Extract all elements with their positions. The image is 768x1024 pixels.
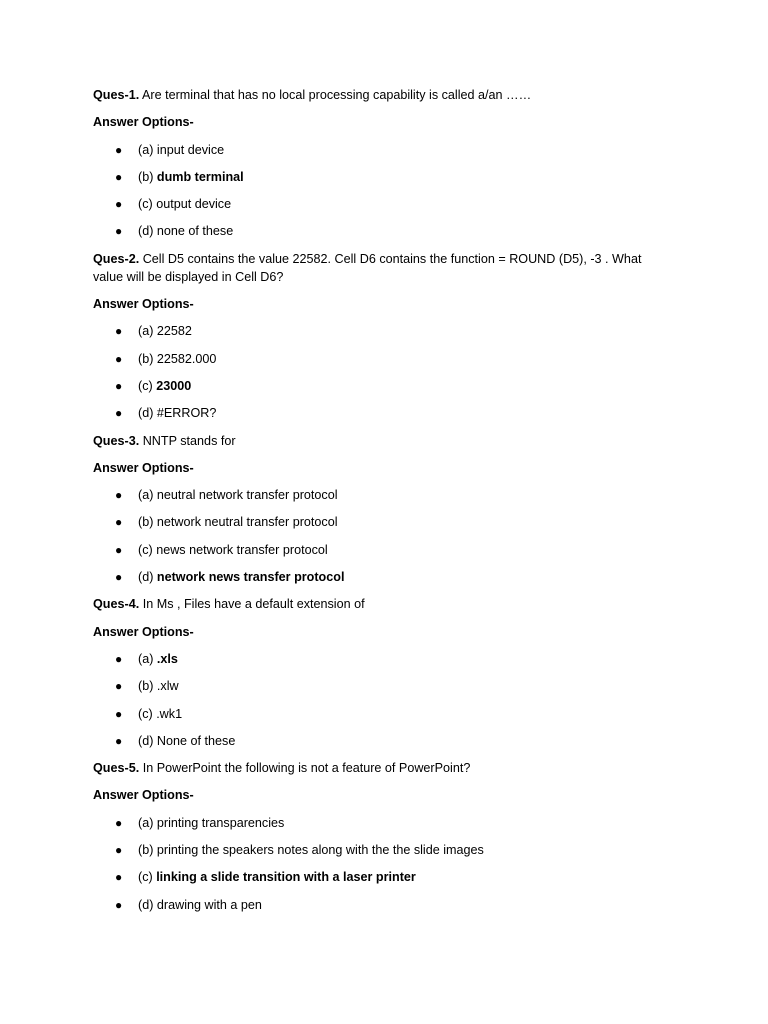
option-text: none of these xyxy=(156,224,234,239)
option-prefix: (d) xyxy=(138,570,154,585)
answer-options-heading: Answer Options- xyxy=(93,624,194,639)
question-label: Ques-4. xyxy=(93,597,140,612)
option-prefix: (a) xyxy=(138,815,154,830)
answer-option xyxy=(93,841,673,859)
question-label: Ques-2. xyxy=(93,251,140,266)
answer-options-list xyxy=(93,814,673,914)
question-label: Ques-3. xyxy=(93,433,140,448)
option-text: input device xyxy=(156,142,225,157)
question-body: In Ms , Files have a default extension of xyxy=(142,597,365,612)
answer-option xyxy=(93,568,673,586)
option-prefix: (b) xyxy=(138,351,154,366)
question-text xyxy=(93,759,673,777)
bullet-icon: ● xyxy=(115,733,123,748)
option-text: None of these xyxy=(156,733,236,748)
correct-option-text: 23000 xyxy=(156,378,192,393)
answer-option xyxy=(93,868,673,886)
option-text: .wk1 xyxy=(156,706,183,721)
answer-option xyxy=(93,222,673,240)
option-prefix: (b) xyxy=(138,515,154,530)
bullet-icon: ● xyxy=(115,897,123,912)
correct-option-text: .xls xyxy=(156,651,178,666)
answer-option xyxy=(93,195,673,213)
answer-options-heading: Answer Options- xyxy=(93,115,194,130)
option-prefix: (b) xyxy=(138,169,154,184)
answer-option xyxy=(93,141,673,159)
bullet-icon: ● xyxy=(115,406,123,421)
bullet-icon: ● xyxy=(115,324,123,339)
question-block xyxy=(93,759,673,913)
bullet-icon: ● xyxy=(115,542,123,557)
option-text: #ERROR? xyxy=(156,406,217,421)
answer-options-list xyxy=(93,141,673,241)
answer-option xyxy=(93,677,673,695)
answer-option xyxy=(93,404,673,422)
answer-options-heading: Answer Options- xyxy=(93,460,194,475)
bullet-icon: ● xyxy=(115,843,123,858)
correct-option-text: linking a slide transition with a laser printer xyxy=(156,870,416,885)
question-block xyxy=(93,432,673,586)
question-body: Are terminal that has no local processing capability is called a/an …… xyxy=(142,88,532,102)
bullet-icon: ● xyxy=(115,679,123,694)
bullet-icon: ● xyxy=(115,570,123,585)
option-text: neutral network transfer protocol xyxy=(156,488,338,503)
option-text: printing the speakers notes along with the the slide images xyxy=(156,843,484,858)
answer-option xyxy=(93,322,673,340)
option-text: 22582 xyxy=(156,324,192,339)
option-prefix: (a) xyxy=(138,488,154,503)
answer-options-list xyxy=(93,650,673,750)
option-prefix: (b) xyxy=(138,679,154,694)
question-block xyxy=(93,595,673,749)
option-prefix: (c) xyxy=(138,197,153,212)
option-prefix: (c) xyxy=(138,378,153,393)
answer-option xyxy=(93,350,673,368)
option-text: output device xyxy=(156,197,232,212)
question-text xyxy=(93,86,673,104)
answer-option xyxy=(93,377,673,395)
option-text: .xlw xyxy=(156,679,179,694)
answer-option xyxy=(93,541,673,559)
option-text: news network transfer protocol xyxy=(156,542,328,557)
bullet-icon: ● xyxy=(115,378,123,393)
question-block xyxy=(93,86,673,240)
option-prefix: (d) xyxy=(138,224,154,239)
bullet-icon: ● xyxy=(115,197,123,212)
option-prefix: (c) xyxy=(138,542,153,557)
bullet-icon: ● xyxy=(115,169,123,184)
option-prefix: (c) xyxy=(138,706,153,721)
option-prefix: (d) xyxy=(138,733,154,748)
answer-option xyxy=(93,650,673,668)
answer-options-list xyxy=(93,322,673,422)
bullet-icon: ● xyxy=(115,870,123,885)
question-block xyxy=(93,250,673,422)
question-body: In PowerPoint the following is not a feature of PowerPoint? xyxy=(142,761,471,776)
bullet-icon: ● xyxy=(115,142,123,157)
bullet-icon: ● xyxy=(115,351,123,366)
answer-options-heading: Answer Options- xyxy=(93,297,194,312)
option-prefix: (b) xyxy=(138,843,154,858)
option-prefix: (d) xyxy=(138,897,154,912)
question-label: Ques-1. xyxy=(93,88,140,102)
answer-options-heading: Answer Options- xyxy=(93,788,194,803)
question-body: NNTP stands for xyxy=(142,433,236,448)
option-prefix: (d) xyxy=(138,406,154,421)
question-text xyxy=(93,432,673,450)
option-text: network neutral transfer protocol xyxy=(156,515,338,530)
bullet-icon: ● xyxy=(115,224,123,239)
answer-option xyxy=(93,732,673,750)
answer-option xyxy=(93,896,673,914)
bullet-icon: ● xyxy=(115,815,123,830)
option-text: 22582.000 xyxy=(156,351,217,366)
answer-option xyxy=(93,814,673,832)
option-text: printing transparencies xyxy=(156,815,285,830)
bullet-icon: ● xyxy=(115,515,123,530)
option-prefix: (a) xyxy=(138,142,154,157)
bullet-icon: ● xyxy=(115,651,123,666)
option-prefix: (c) xyxy=(138,870,153,885)
option-prefix: (a) xyxy=(138,651,154,666)
correct-option-text: network news transfer protocol xyxy=(156,570,345,585)
question-label: Ques-5. xyxy=(93,761,140,776)
answer-option xyxy=(93,168,673,186)
question-text xyxy=(93,595,673,613)
option-text: drawing with a pen xyxy=(156,897,262,912)
answer-option xyxy=(93,705,673,723)
bullet-icon: ● xyxy=(115,488,123,503)
answer-option xyxy=(93,486,673,504)
answer-option xyxy=(93,513,673,531)
answer-options-list xyxy=(93,486,673,586)
question-text xyxy=(93,250,673,286)
question-body: Cell D5 contains the value 22582. Cell D6 contains the function = ROUND (D5), -3 . What value will be displayed in Cell D6? xyxy=(93,251,642,284)
bullet-icon: ● xyxy=(115,706,123,721)
option-prefix: (a) xyxy=(138,324,154,339)
correct-option-text: dumb terminal xyxy=(156,169,244,184)
document-page xyxy=(93,86,673,923)
